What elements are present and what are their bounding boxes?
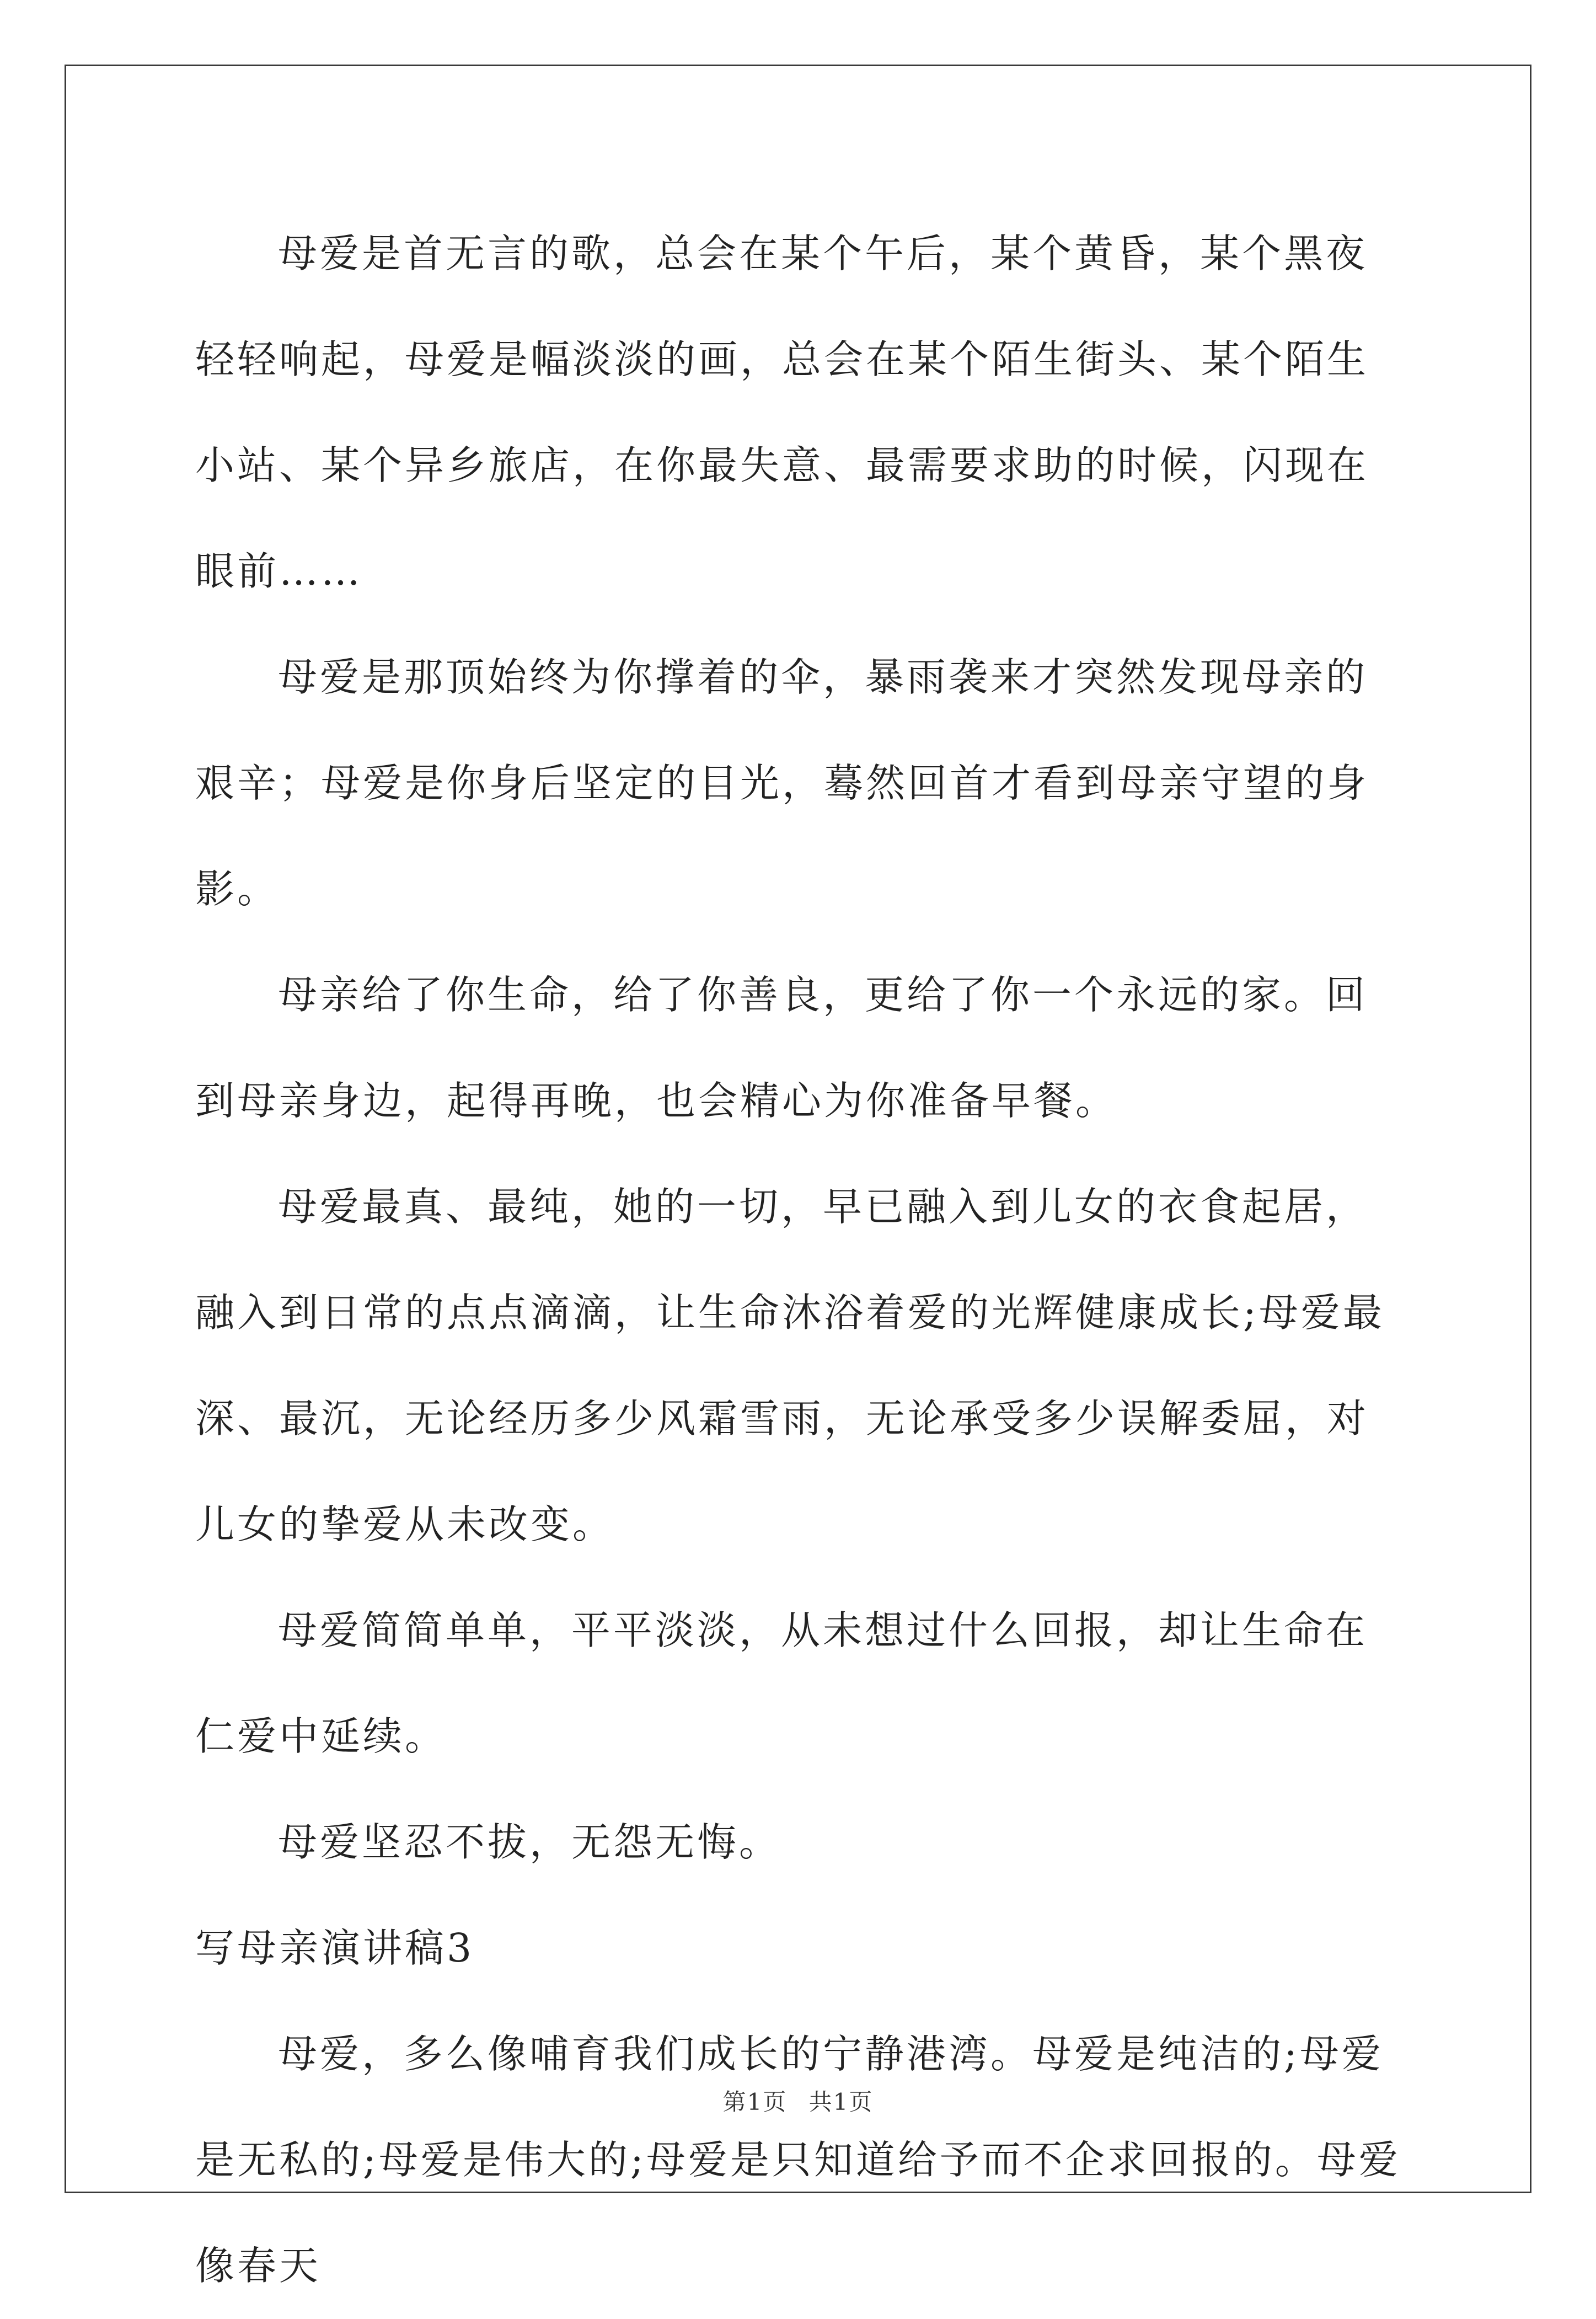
page-number-current: 第1页 xyxy=(722,2088,788,2115)
paragraph-5: 母爱简简单单，平平淡淡，从未想过什么回报，却让生命在仁爱中延续。 xyxy=(195,1607,1368,1759)
section-paragraph: 母爱，多么像哺育我们成长的宁静港湾。母爱是纯洁的;母爱是无私的;母爱是伟大的;母爱是只知道给予而不企求回报的。母爱像春天 xyxy=(195,2031,1401,2289)
paragraph-4: 母爱最真、最纯，她的一切，早已融入到儿女的衣食起居，融入到日常的点点滴滴，让生命沐浴着爱的光辉健康成长;母爱最深、最沉，无论经历多少风霜雪雨，无论承受多少误解委屈，对儿女的挚爱从未改变。 xyxy=(195,1184,1385,1547)
document-body xyxy=(195,201,1408,2319)
section-heading: 写母亲演讲稿3 xyxy=(195,1925,475,1971)
page-number-total: 共1页 xyxy=(808,2088,874,2115)
page-footer xyxy=(0,2084,1596,2117)
paragraph-2: 母爱是那顶始终为你撑着的伞，暴雨袭来才突然发现母亲的艰辛；母爱是你身后坚定的目光，蓦然回首才看到母亲守望的身影。 xyxy=(195,654,1369,912)
paragraph-6: 母爱坚忍不拔，无怨无悔。 xyxy=(278,1819,781,1865)
paragraph-1: 母爱是首无言的歌，总会在某个午后，某个黄昏，某个黑夜轻轻响起，母爱是幅淡淡的画，总会在某个陌生街头、某个陌生小站、某个异乡旅店，在你最失意、最需要求助的时候，闪现在眼前…… xyxy=(195,231,1369,594)
paragraph-3: 母亲给了你生命，给了你善良，更给了你一个永远的家。回到母亲身边，起得再晚，也会精心为你准备早餐。 xyxy=(195,972,1368,1124)
